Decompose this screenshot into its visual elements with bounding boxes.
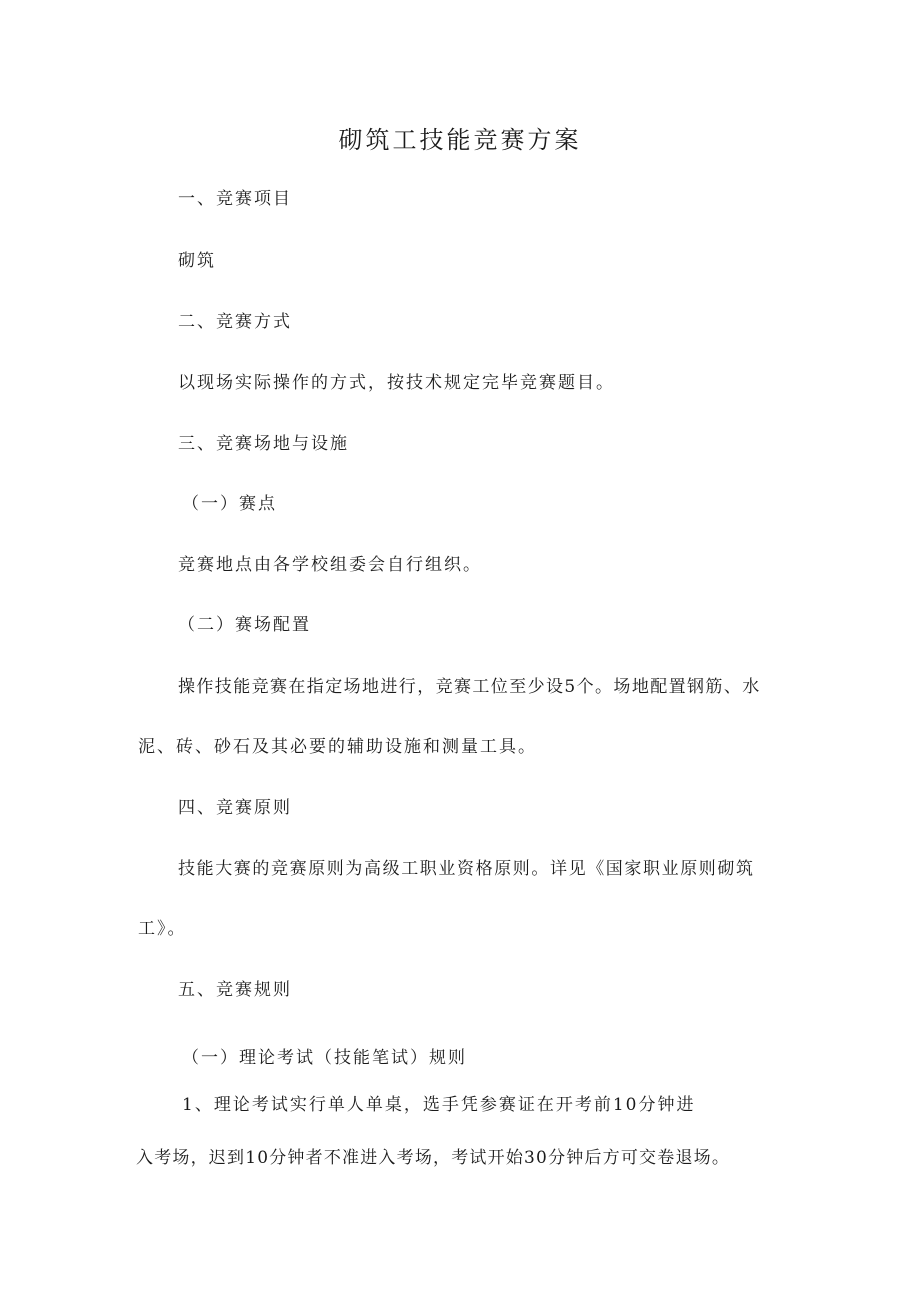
paragraph-line: 1、理论考试实行单人单桌，选手凭参赛证在开考前10分钟进 (182, 1095, 696, 1115)
paragraph-line: 操作技能竞赛在指定场地进行，竞赛工位至少设5个。场地配置钢筋、水 (178, 677, 761, 697)
section-heading-2: 二、竞赛方式 (178, 312, 292, 332)
subsection-heading: （二）赛场配置 (178, 615, 311, 635)
paragraph-line: 技能大赛的竞赛原则为高级工职业资格原则。详见《国家职业原则砌筑 (178, 859, 755, 879)
paragraph-line: 泥、砖、砂石及其必要的辅助设施和测量工具。 (138, 737, 537, 757)
document-title: 砌筑工技能竞赛方案 (338, 126, 582, 154)
paragraph-line: 砌筑 (178, 251, 216, 271)
subsection-heading: （一）理论考试（技能笔试）规则 (182, 1048, 467, 1068)
section-heading-1: 一、竞赛项目 (178, 189, 292, 209)
section-heading-4: 四、竞赛原则 (178, 798, 292, 818)
paragraph-line: 工》。 (138, 919, 187, 939)
subsection-heading: （一）赛点 (182, 494, 277, 514)
section-heading-5: 五、竞赛规则 (178, 980, 292, 1000)
section-heading-3: 三、竞赛场地与设施 (178, 434, 349, 454)
paragraph-line: 竞赛地点由各学校组委会自行组织。 (178, 555, 482, 575)
paragraph-line: 以现场实际操作的方式，按技术规定完毕竞赛题目。 (178, 373, 615, 393)
paragraph-line: 入考场，迟到10分钟者不准进入考场，考试开始30分钟后方可交卷退场。 (136, 1148, 731, 1168)
